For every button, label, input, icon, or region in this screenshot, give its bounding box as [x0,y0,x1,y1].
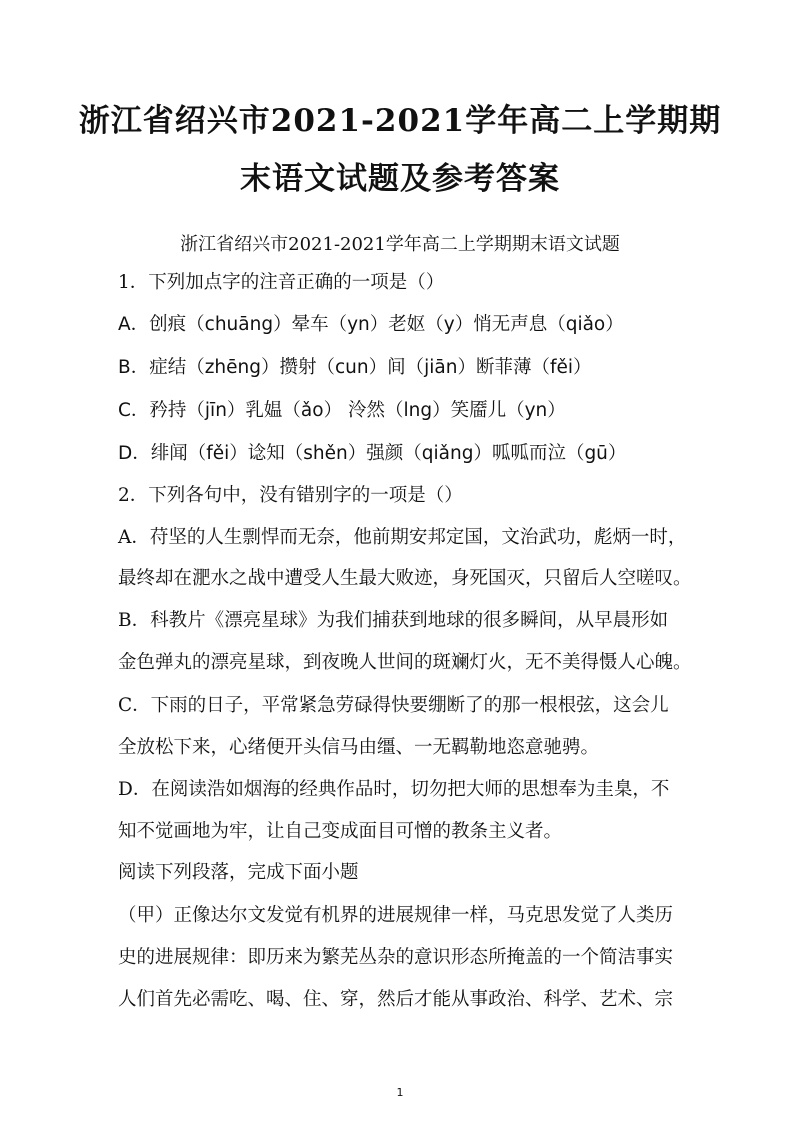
question-1-option-c: C．矜持（jīn）乳媪（ǎo） 泠然（lng）笑靥儿（yn） [118,400,566,421]
page-number: 1 [396,1086,404,1099]
question-2-stem: 2．下列各句中，没有错别字的一项是（） [118,485,463,506]
question-2-option-a-line-1: A．苻坚的人生剽悍而无奈，他前期安邦定国，文治武功，彪炳一时， [118,527,687,548]
question-2-option-d-line-1: D．在阅读浩如烟海的经典作品时，切勿把大师的思想奉为圭臬，不 [118,779,670,800]
title-line-1: 浙江省绍兴市2021-2021学年高二上学期期 [78,103,722,139]
question-2-option-c-line-2: 全放松下来，心绪便开头信马由缰、一无羁勒地恣意驰骋。 [118,737,600,758]
question-2-option-a-line-2: 最终却在淝水之战中遭受人生最大败迹，身死国灭，只留后人空嗟叹。 [118,568,692,589]
passage-line-2: 史的进展规律：即历来为繁芜丛杂的意识形态所掩盖的一个简洁事实 [118,947,674,968]
passage-line-1: （甲）正像达尔文发觉有机界的进展规律一样，马克思发觉了人类历 [118,905,674,926]
question-2-option-d-line-2: 知不觉画地为牢，让自己变成面目可憎的教条主义者。 [118,821,563,842]
question-2-option-b-line-2: 金色弹丸的漂亮星球，到夜晚人世间的斑斓灯火，无不美得慑人心魄。 [118,652,692,673]
question-1-option-d: D．绯闻（fěi）谂知（shěn）强颜（qiǎng）呱呱而泣（gū） [118,443,627,464]
reading-instruction: 阅读下列段落，完成下面小题 [118,862,359,883]
question-1-option-b: B．症结（zhēng）攒射（cun）间（jiān）断菲薄（fěi） [118,357,592,378]
question-2-option-c-line-1: C．下雨的日子，平常紧急劳碌得快要绷断了的那一根根弦，这会儿 [118,695,669,716]
title-line-2: 末语文试题及参考答案 [240,161,560,197]
document-title [60,92,740,208]
passage-line-3: 人们首先必需吃、喝、住、穿，然后才能从事政治、科学、艺术、宗 [118,989,674,1010]
exam-subtitle: 浙江省绍兴市2021-2021学年高二上学期期末语文试题 [180,234,620,255]
question-1-option-a: A．创痕（chuāng）晕车（yn）老妪（y）悄无声息（qiǎo） [118,314,624,335]
question-2-option-b-line-1: B．科教片《漂亮星球》为我们捕获到地球的很多瞬间，从早晨形如 [118,610,669,631]
question-1-stem: 1．下列加点字的注音正确的一项是（） [118,272,445,293]
